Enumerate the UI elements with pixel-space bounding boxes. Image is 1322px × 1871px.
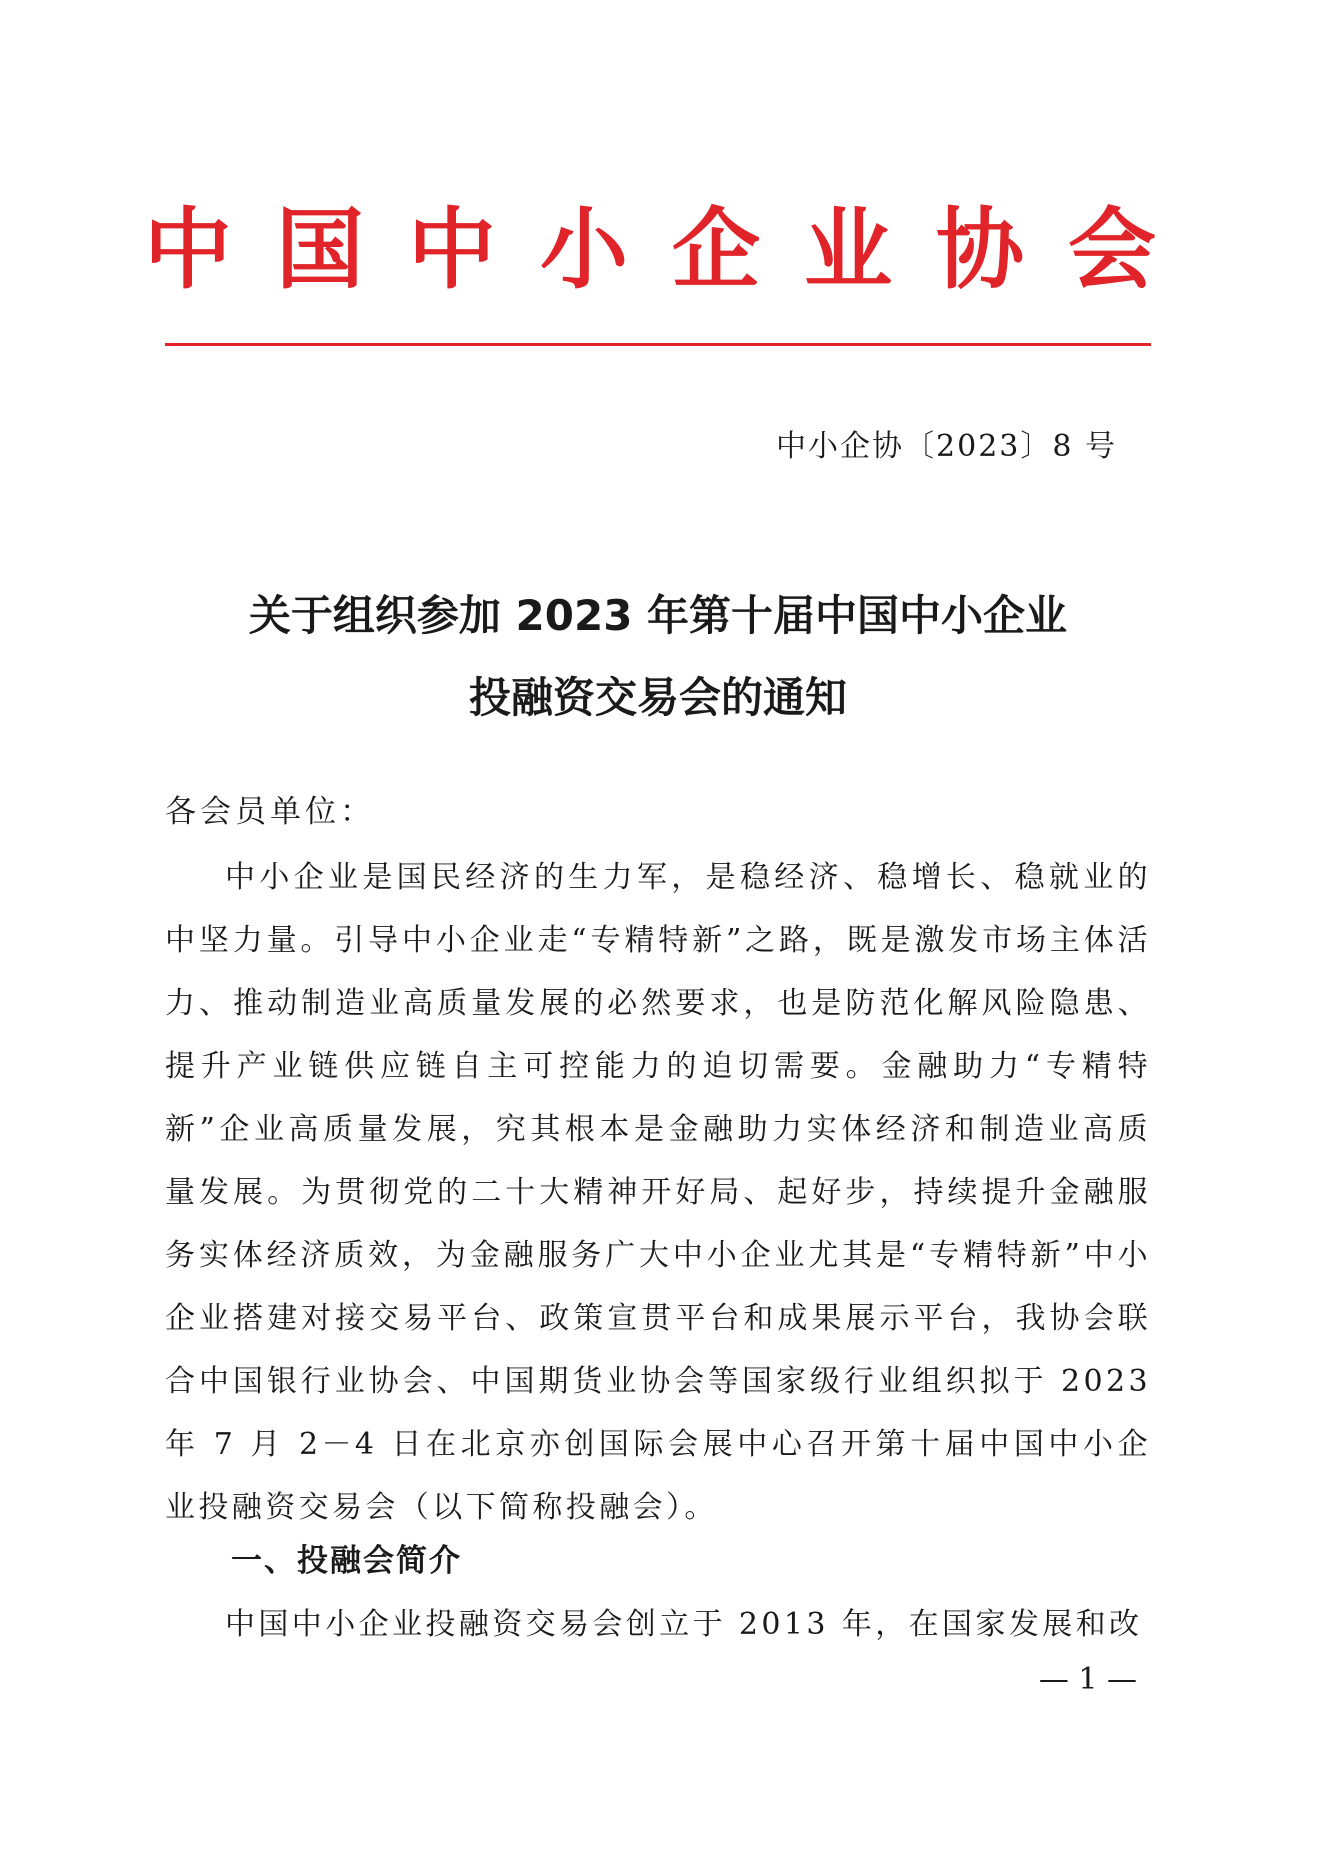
organization-masthead: 中国中小企业协会 [143, 198, 1200, 301]
body-paragraph: 中小企业是国民经济的生力军，是稳经济、稳增长、稳就业的中坚力量。引导中小企业走“专精特新”之路，既是激发市场主体活力、推动制造业高质量发展的必然要求，也是防范化解风险隐患、提升产业链供应链自主可控能力的迫切需要。金融助力“专精特新”企业高质量发展，究其根本是金融助力实体经济和制造业高质量发展。为贯彻党的二十大精神开好局、起好步，持续提升金融服务实体经济质效，为金融服务广大中小企业尤其是“专精特新”中小企业搭建对接交易平台、政策宣贯平台和成果展示平台，我协会联合中国银行业协会、中国期货业协会等国家级行业组织拟于 2023 年 7 月 2－4 日在北京亦创国际会展中心召开第十届中国中小企业投融资交易会（以下简称投融会）。 [165, 860, 1151, 1525]
page-number: — 1 — [1038, 1662, 1137, 1697]
section-paragraph: 中国中小企业投融资交易会创立于 2013 年，在国家发展和改 [225, 1607, 1143, 1642]
document-title [165, 575, 1151, 739]
salutation: 各会员单位： [165, 794, 375, 830]
section-heading: 一、投融会简介 [231, 1543, 462, 1579]
title-line-1: 关于组织参加 2023 年第十届中国中小企业 [248, 591, 1068, 640]
red-divider-line [165, 343, 1151, 346]
title-line-2: 投融资交易会的通知 [468, 673, 847, 722]
document-number: 中小企协〔2023〕8 号 [776, 429, 1117, 464]
